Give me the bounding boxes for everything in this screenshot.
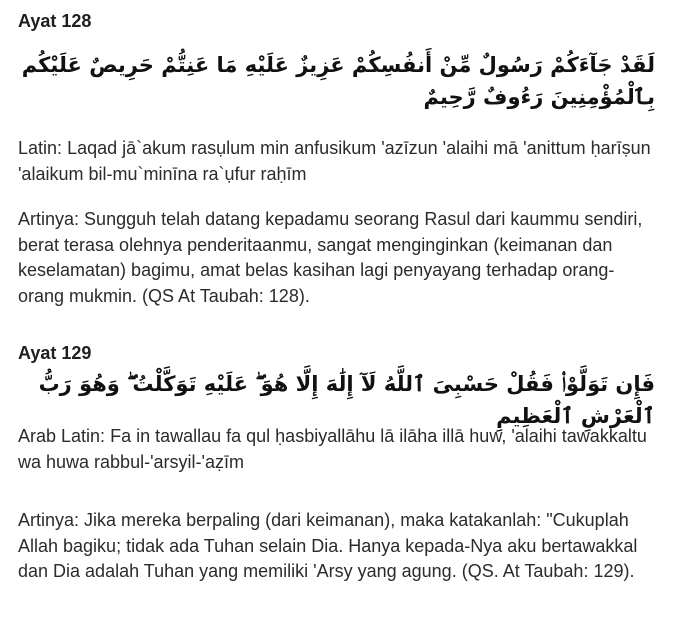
ayat-129-heading: Ayat 129	[18, 343, 92, 363]
ayat-129-latin-paragraph	[18, 424, 658, 475]
ayat-128-heading: Ayat 128	[18, 11, 92, 31]
ayat-128-latin-label: Latin:	[18, 138, 63, 158]
ayat-128-meaning-paragraph	[18, 207, 658, 309]
ayat-129-latin-label: Arab Latin:	[18, 426, 106, 446]
ayat-128-meaning-text: Sungguh telah datang kepadamu seorang Rasul dari kaummu sendiri, berat terasa olehnya penderitaanmu, sangat menginginkan (keimanan dan keselamatan) bagimu, amat belas kasihan lagi penyayang terhadap orang-orang mukmin. (QS At Taubah: 128).	[18, 209, 643, 306]
ayat-128-arabic-text: لَقَدْ جَآءَكُمْ رَسُولٌ مِّنْ أَنفُسِكُمْ عَزِيزٌ عَلَيْهِ مَا عَنِتُّمْ حَرِيصٌ عَلَيْكُم بِٱلْمُؤْمِنِينَ رَءُوفٌ رَّحِيمٌ	[21, 53, 655, 109]
ayat-129-meaning-label: Artinya:	[18, 510, 80, 530]
ayat-128-latin-text: Laqad jā`akum rasụlum min anfusikum 'azīzun 'alaihi mā 'anittum ḥarīṣun 'alaikum bil-mu`minīna ra`ụfur raḥīm	[18, 138, 651, 184]
ayat-128-latin-paragraph	[18, 136, 658, 187]
ayat-128-meaning-label: Artinya:	[18, 209, 80, 229]
ayat-129-meaning-text: Jika mereka berpaling (dari keimanan), maka katakanlah: "Cukuplah Allah bagiku; tidak ada Tuhan selain Dia. Hanya kepada-Nya aku bertawakkal dan Dia adalah Tuhan yang memiliki 'Arsy yang agung. (QS. At Taubah: 129).	[18, 510, 638, 581]
ayat-129-meaning-paragraph	[18, 508, 658, 585]
ayat-129-latin-text: Fa in tawallau fa qul ḥasbiyallāhu lā ilāha illā huw, 'alaihi tawakkaltu wa huwa rabbul-'arsyil-'aẓīm	[18, 426, 647, 472]
ayat-129-arabic-text: فَإِن تَوَلَّوْا۟ فَقُلْ حَسْبِىَ ٱللَّهُ لَآ إِلَٰهَ إِلَّا هُوَ ۖ عَلَيْهِ تَوَكَّلْتُ ۖ وَهُوَ رَبُّ ٱلْعَرْشِ ٱلْعَظِيمِ	[38, 372, 655, 428]
